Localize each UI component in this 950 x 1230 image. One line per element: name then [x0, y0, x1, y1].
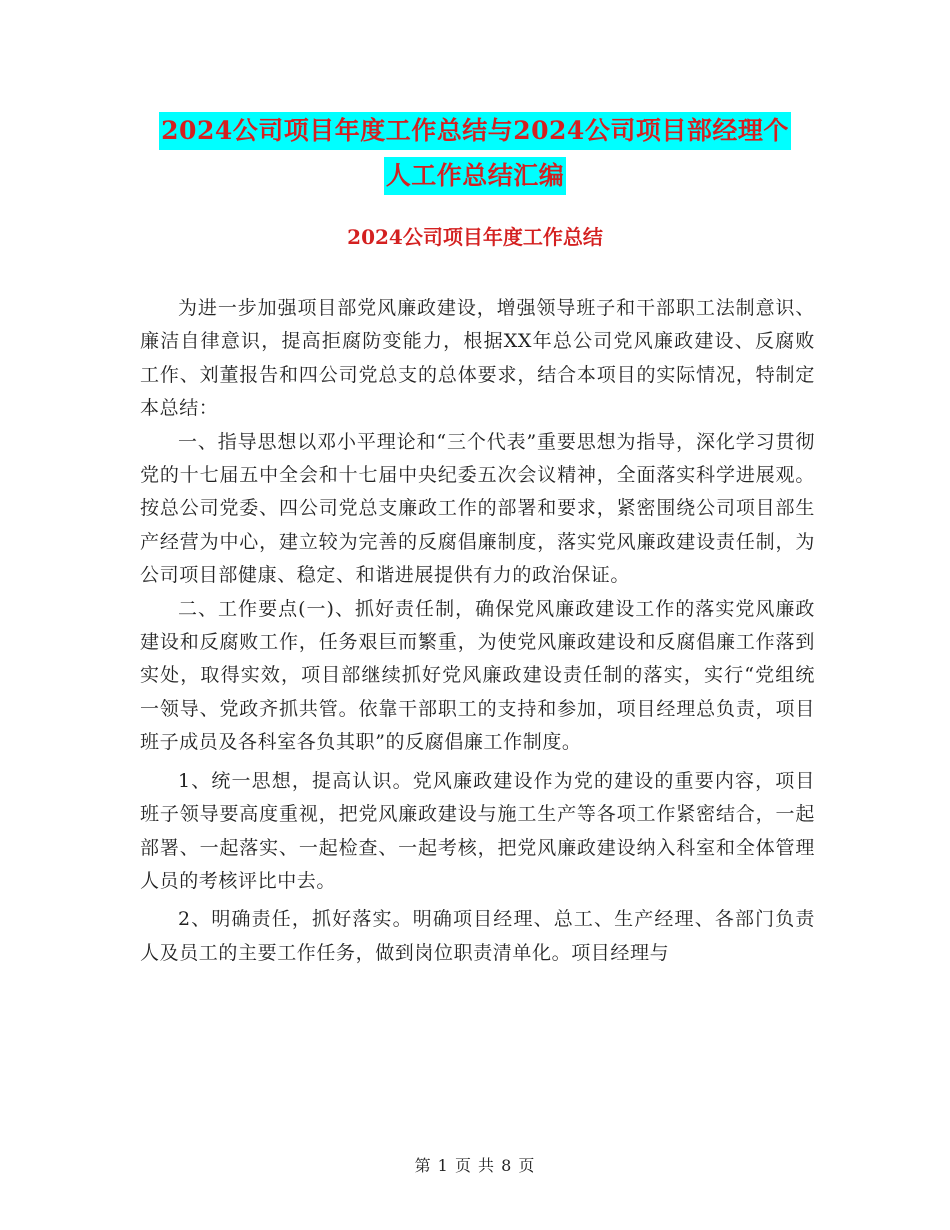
paragraph-item-1: 1、统一思想，提高认识。党风廉政建设作为党的建设的重要内容，项目班子领导要高度重视，把党风廉政建设与施工生产等各项工作紧密结合，一起部署、一起落实、一起检查、一起考核，把党风廉政建设纳入科室和全体管理人员的考核评比中去。: [140, 769, 815, 892]
body-text: [140, 292, 815, 970]
paragraph-guiding-ideology: 一、指导思想以邓小平理论和“三个代表”重要思想为指导，深化学习贯彻党的十七届五中全会和十七届中央纪委五次会议精神，全面落实科学进展观。按总公司党委、四公司党总支廉政工作的部署和要求，紧密围绕公司项目部生产经营为中心，建立较为完善的反腐倡廉制度，落实党风廉政建设责任制，为公司项目部健康、稳定、和谐进展提供有力的政治保证。: [140, 430, 815, 587]
title-line-2: 人工作总结汇编: [384, 157, 567, 195]
section-subtitle: 2024公司项目年度工作总结: [347, 225, 603, 249]
paragraph-intro: 为进一步加强项目部党风廉政建设，增强领导班子和干部职工法制意识、廉洁自律意识，提高拒腐防变能力，根据XX年总公司党风廉政建设、反腐败工作、刘董报告和四公司党总支的总体要求，结合本项目的实际情况，特制定本总结：: [140, 297, 815, 420]
page-footer: 第 1 页 共 8 页: [414, 1156, 536, 1175]
document-title: [0, 112, 950, 195]
title-line-1: 2024公司项目年度工作总结与2024公司项目部经理个: [159, 112, 791, 150]
paragraph-item-2: 2、明确责任，抓好落实。明确项目经理、总工、生产经理、各部门负责人及员工的主要工作任务，做到岗位职责清单化。项目经理与: [140, 908, 815, 964]
paragraph-work-points: 二、工作要点(一)、抓好责任制，确保党风廉政建设工作的落实党风廉政建设和反腐败工作，任务艰巨而繁重，为使党风廉政建设和反腐倡廉工作落到实处，取得实效，项目部继续抓好党风廉政建设责任制的落实，实行“党组统一领导、党政齐抓共管。依靠干部职工的支持和参加，项目经理总负责，项目班子成员及各科室各负其职”的反腐倡廉工作制度。: [140, 597, 815, 754]
